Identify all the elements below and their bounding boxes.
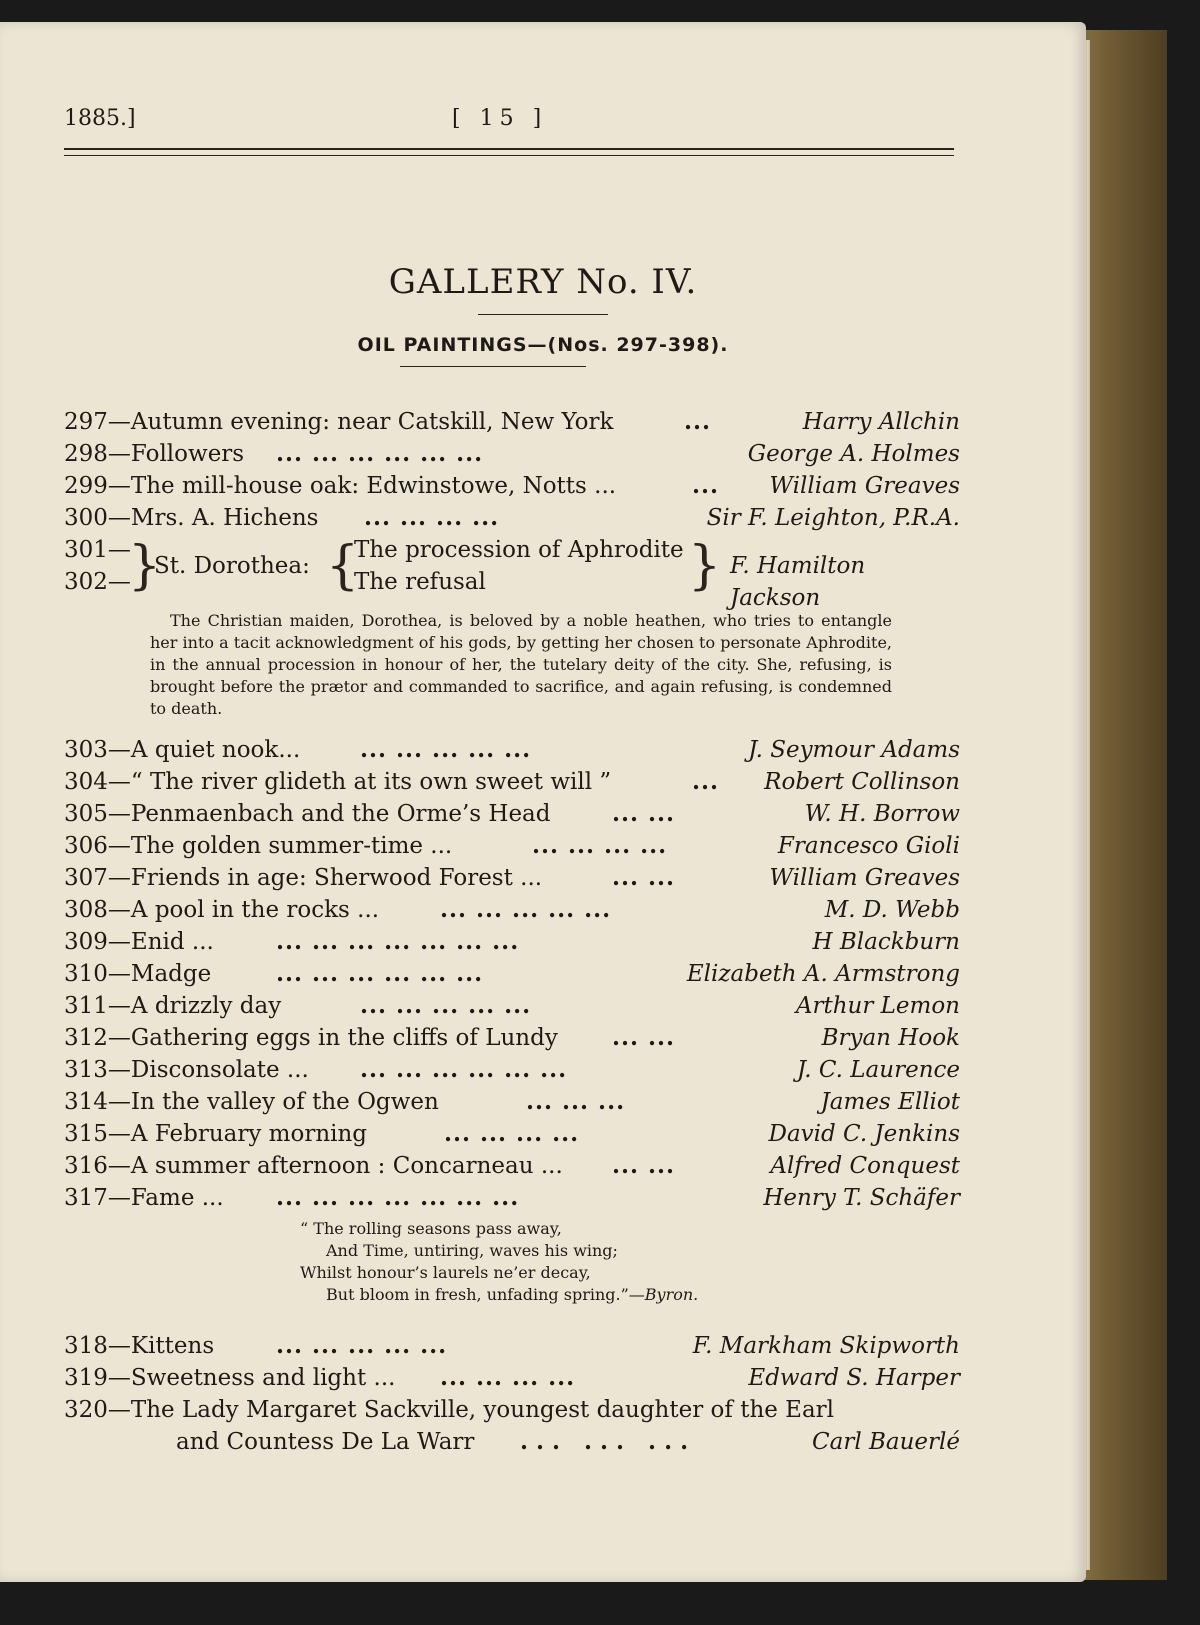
catalogue-entry bbox=[64, 1330, 960, 1362]
entry-artist: J. C. Laurence bbox=[796, 1057, 960, 1083]
leader-dots: ... ... bbox=[612, 1024, 676, 1051]
title-rule bbox=[478, 314, 608, 315]
entry-title: 306—The golden summer-time ... bbox=[64, 833, 453, 859]
catalogue-entry bbox=[64, 1054, 960, 1086]
entry-artist: Henry T. Schäfer bbox=[763, 1185, 960, 1211]
leader-dots: ... ... ... ... bbox=[364, 504, 500, 531]
entry-title: 305—Penmaenbach and the Orme’s Head bbox=[64, 801, 551, 827]
note-text: The Christian maiden, Dorothea, is beloved by a noble heathen, who tries to entangle her into a tacit acknowledgment of his gods, by getting her chosen to personate Aphrodite, in the annual procession in honour of her, the tutelary deity of the city. She, refusing, is brought before the prætor and commanded to sacrifice, and again refusing, is condemned to death. bbox=[150, 611, 892, 718]
entry-title: 298—Followers bbox=[64, 441, 245, 467]
entry-title: 315—A February morning bbox=[64, 1121, 368, 1147]
entry-artist: Arthur Lemon bbox=[795, 993, 960, 1019]
leader-dots: ... ... ... ... bbox=[444, 1120, 580, 1147]
catalogue-entry bbox=[64, 1022, 960, 1054]
catalogue-entry bbox=[64, 958, 960, 990]
header-rule bbox=[64, 148, 954, 156]
leader-dots: ... ... bbox=[612, 1152, 676, 1179]
subtitle-rule bbox=[400, 366, 586, 367]
entry-artist: J. Seymour Adams bbox=[748, 737, 960, 763]
leader-dots: ... ... ... ... ... bbox=[440, 896, 612, 923]
entry-title: 320—The Lady Margaret Sackville, youngest daughter of the Earl bbox=[64, 1397, 835, 1423]
catalogue-entry bbox=[64, 766, 960, 798]
entry-artist: W. H. Borrow bbox=[804, 801, 960, 827]
catalogue-entry bbox=[64, 830, 960, 862]
entry-artist: Carl Bauerlé bbox=[812, 1429, 960, 1455]
entry-title: 299—The mill-house oak: Edwinstowe, Notts ... bbox=[64, 473, 617, 499]
header-year: 1885.] bbox=[64, 106, 136, 131]
entry-artist: Bryan Hook bbox=[821, 1025, 960, 1051]
leader-dots: ... ... ... ... ... bbox=[360, 992, 532, 1019]
leader-dots: ... bbox=[692, 472, 720, 499]
catalogue-entry bbox=[64, 470, 960, 502]
poem-quotation bbox=[300, 1218, 780, 1306]
entry-title: 316—A summer afternoon : Concarneau ... bbox=[64, 1153, 563, 1179]
bracketed-entry-group bbox=[64, 534, 960, 611]
entry-artist: Harry Allchin bbox=[802, 409, 960, 435]
entry-title: 309—Enid ... bbox=[64, 929, 214, 955]
entry-title: 312—Gathering eggs in the cliffs of Lundy bbox=[64, 1025, 558, 1051]
entry-artist: James Elliot bbox=[820, 1089, 960, 1115]
leader-dots: ... ... ... ... ... ... bbox=[360, 1056, 568, 1083]
entry-title: 317—Fame ... bbox=[64, 1185, 224, 1211]
entry-artist: William Greaves bbox=[769, 865, 960, 891]
entry-title: 319—Sweetness and light ... bbox=[64, 1365, 396, 1391]
entry-artist: M. D. Webb bbox=[824, 897, 960, 923]
poem-line: “ The rolling seasons pass away, bbox=[300, 1219, 562, 1238]
group-heading: St. Dorothea: bbox=[154, 553, 310, 579]
entry-title: 310—Madge bbox=[64, 961, 212, 987]
catalogue-entry bbox=[64, 798, 960, 830]
gallery-title: GALLERY No. IV. bbox=[388, 262, 698, 302]
leader-dots: ... bbox=[684, 408, 712, 435]
poem-line: But bloom in fresh, unfading spring.”— bbox=[326, 1285, 645, 1304]
entry-title: 314—In the valley of the Ogwen bbox=[64, 1089, 439, 1115]
entry-artist: Francesco Gioli bbox=[777, 833, 960, 859]
leader-dots: ... ... ... ... ... ... ... bbox=[276, 928, 520, 955]
catalogue-entry bbox=[64, 1086, 960, 1118]
poem-line-last bbox=[300, 1284, 780, 1306]
catalogue-entry bbox=[64, 734, 960, 766]
poem-line: And Time, untiring, waves his wing; bbox=[326, 1241, 618, 1260]
poem-source: Byron. bbox=[644, 1285, 699, 1304]
entry-title: 311—A drizzly day bbox=[64, 993, 282, 1019]
entry-artist: Elizabeth A. Armstrong bbox=[686, 961, 960, 987]
page-number: [ 15 ] bbox=[452, 106, 548, 131]
entry-title: The refusal bbox=[354, 569, 486, 595]
section-subtitle: OIL PAINTINGS—(Nos. 297-398). bbox=[357, 334, 729, 356]
entry-title: The procession of Aphrodite bbox=[354, 537, 684, 563]
entry-artist: George A. Holmes bbox=[747, 441, 960, 467]
leader-dots: ... ... ... ... ... ... ... bbox=[276, 1184, 520, 1211]
entry-title: 304—“ The river glideth at its own sweet will ” bbox=[64, 769, 612, 795]
entry-title: 313—Disconsolate ... bbox=[64, 1057, 309, 1083]
catalogue-entry bbox=[64, 406, 960, 438]
catalogue-entry bbox=[64, 862, 960, 894]
poem-line: Whilst honour’s laurels ne’er decay, bbox=[300, 1263, 591, 1282]
leader-dots: ... ... ... ... ... ... bbox=[276, 960, 484, 987]
leader-dots: ... ... ... ... ... ... bbox=[276, 440, 484, 467]
entry-title: 297—Autumn evening: near Catskill, New York bbox=[64, 409, 614, 435]
entry-title: 318—Kittens bbox=[64, 1333, 215, 1359]
catalogue-entry bbox=[64, 1118, 960, 1150]
catalogue-entry bbox=[64, 438, 960, 470]
catalogue-entry bbox=[64, 502, 960, 534]
entry-artist: David C. Jenkins bbox=[768, 1121, 960, 1147]
entry-number: 301— bbox=[64, 537, 131, 563]
brace-icon: } bbox=[688, 536, 722, 596]
descriptive-note bbox=[150, 610, 892, 720]
catalogue-entry bbox=[64, 926, 960, 958]
entry-artist: Edward S. Harper bbox=[748, 1365, 960, 1391]
entry-artist: H Blackburn bbox=[812, 929, 960, 955]
leader-dots: ... ... ... bbox=[520, 1428, 697, 1455]
brace-icon: } bbox=[128, 536, 162, 596]
catalogue-entry bbox=[64, 1150, 960, 1182]
entry-title: 308—A pool in the rocks ... bbox=[64, 897, 380, 923]
entry-title: 307—Friends in age: Sherwood Forest ... bbox=[64, 865, 543, 891]
entry-title-continued: and Countess De La Warr bbox=[176, 1429, 475, 1455]
entry-artist: Robert Collinson bbox=[764, 769, 960, 795]
leader-dots: ... ... bbox=[612, 800, 676, 827]
entry-title: 300—Mrs. A. Hichens bbox=[64, 505, 319, 531]
catalogue-entry bbox=[64, 1182, 960, 1214]
leader-dots: ... bbox=[692, 768, 720, 795]
running-header bbox=[64, 106, 954, 146]
catalogue-page bbox=[0, 22, 1086, 1582]
leader-dots: ... ... ... ... ... bbox=[276, 1332, 448, 1359]
entry-artist: Alfred Conquest bbox=[770, 1153, 960, 1179]
leader-dots: ... ... ... ... bbox=[532, 832, 668, 859]
catalogue-entry bbox=[64, 990, 960, 1022]
brace-icon: { bbox=[326, 536, 360, 596]
entry-artist: Sir F. Leighton, P.R.A. bbox=[706, 505, 960, 531]
leader-dots: ... ... ... bbox=[526, 1088, 626, 1115]
catalogue-entry bbox=[64, 1362, 960, 1394]
leader-dots: ... ... ... ... ... bbox=[360, 736, 532, 763]
leader-dots: ... ... bbox=[612, 864, 676, 891]
entry-number: 302— bbox=[64, 569, 131, 595]
catalogue-entry bbox=[64, 894, 960, 926]
entry-artist: F. Markham Skipworth bbox=[692, 1333, 960, 1359]
entry-artist: William Greaves bbox=[769, 473, 960, 499]
entry-artist: F. Hamilton Jackson bbox=[730, 553, 866, 611]
entry-title: 303—A quiet nook... bbox=[64, 737, 301, 763]
leader-dots: ... ... ... ... bbox=[440, 1364, 576, 1391]
